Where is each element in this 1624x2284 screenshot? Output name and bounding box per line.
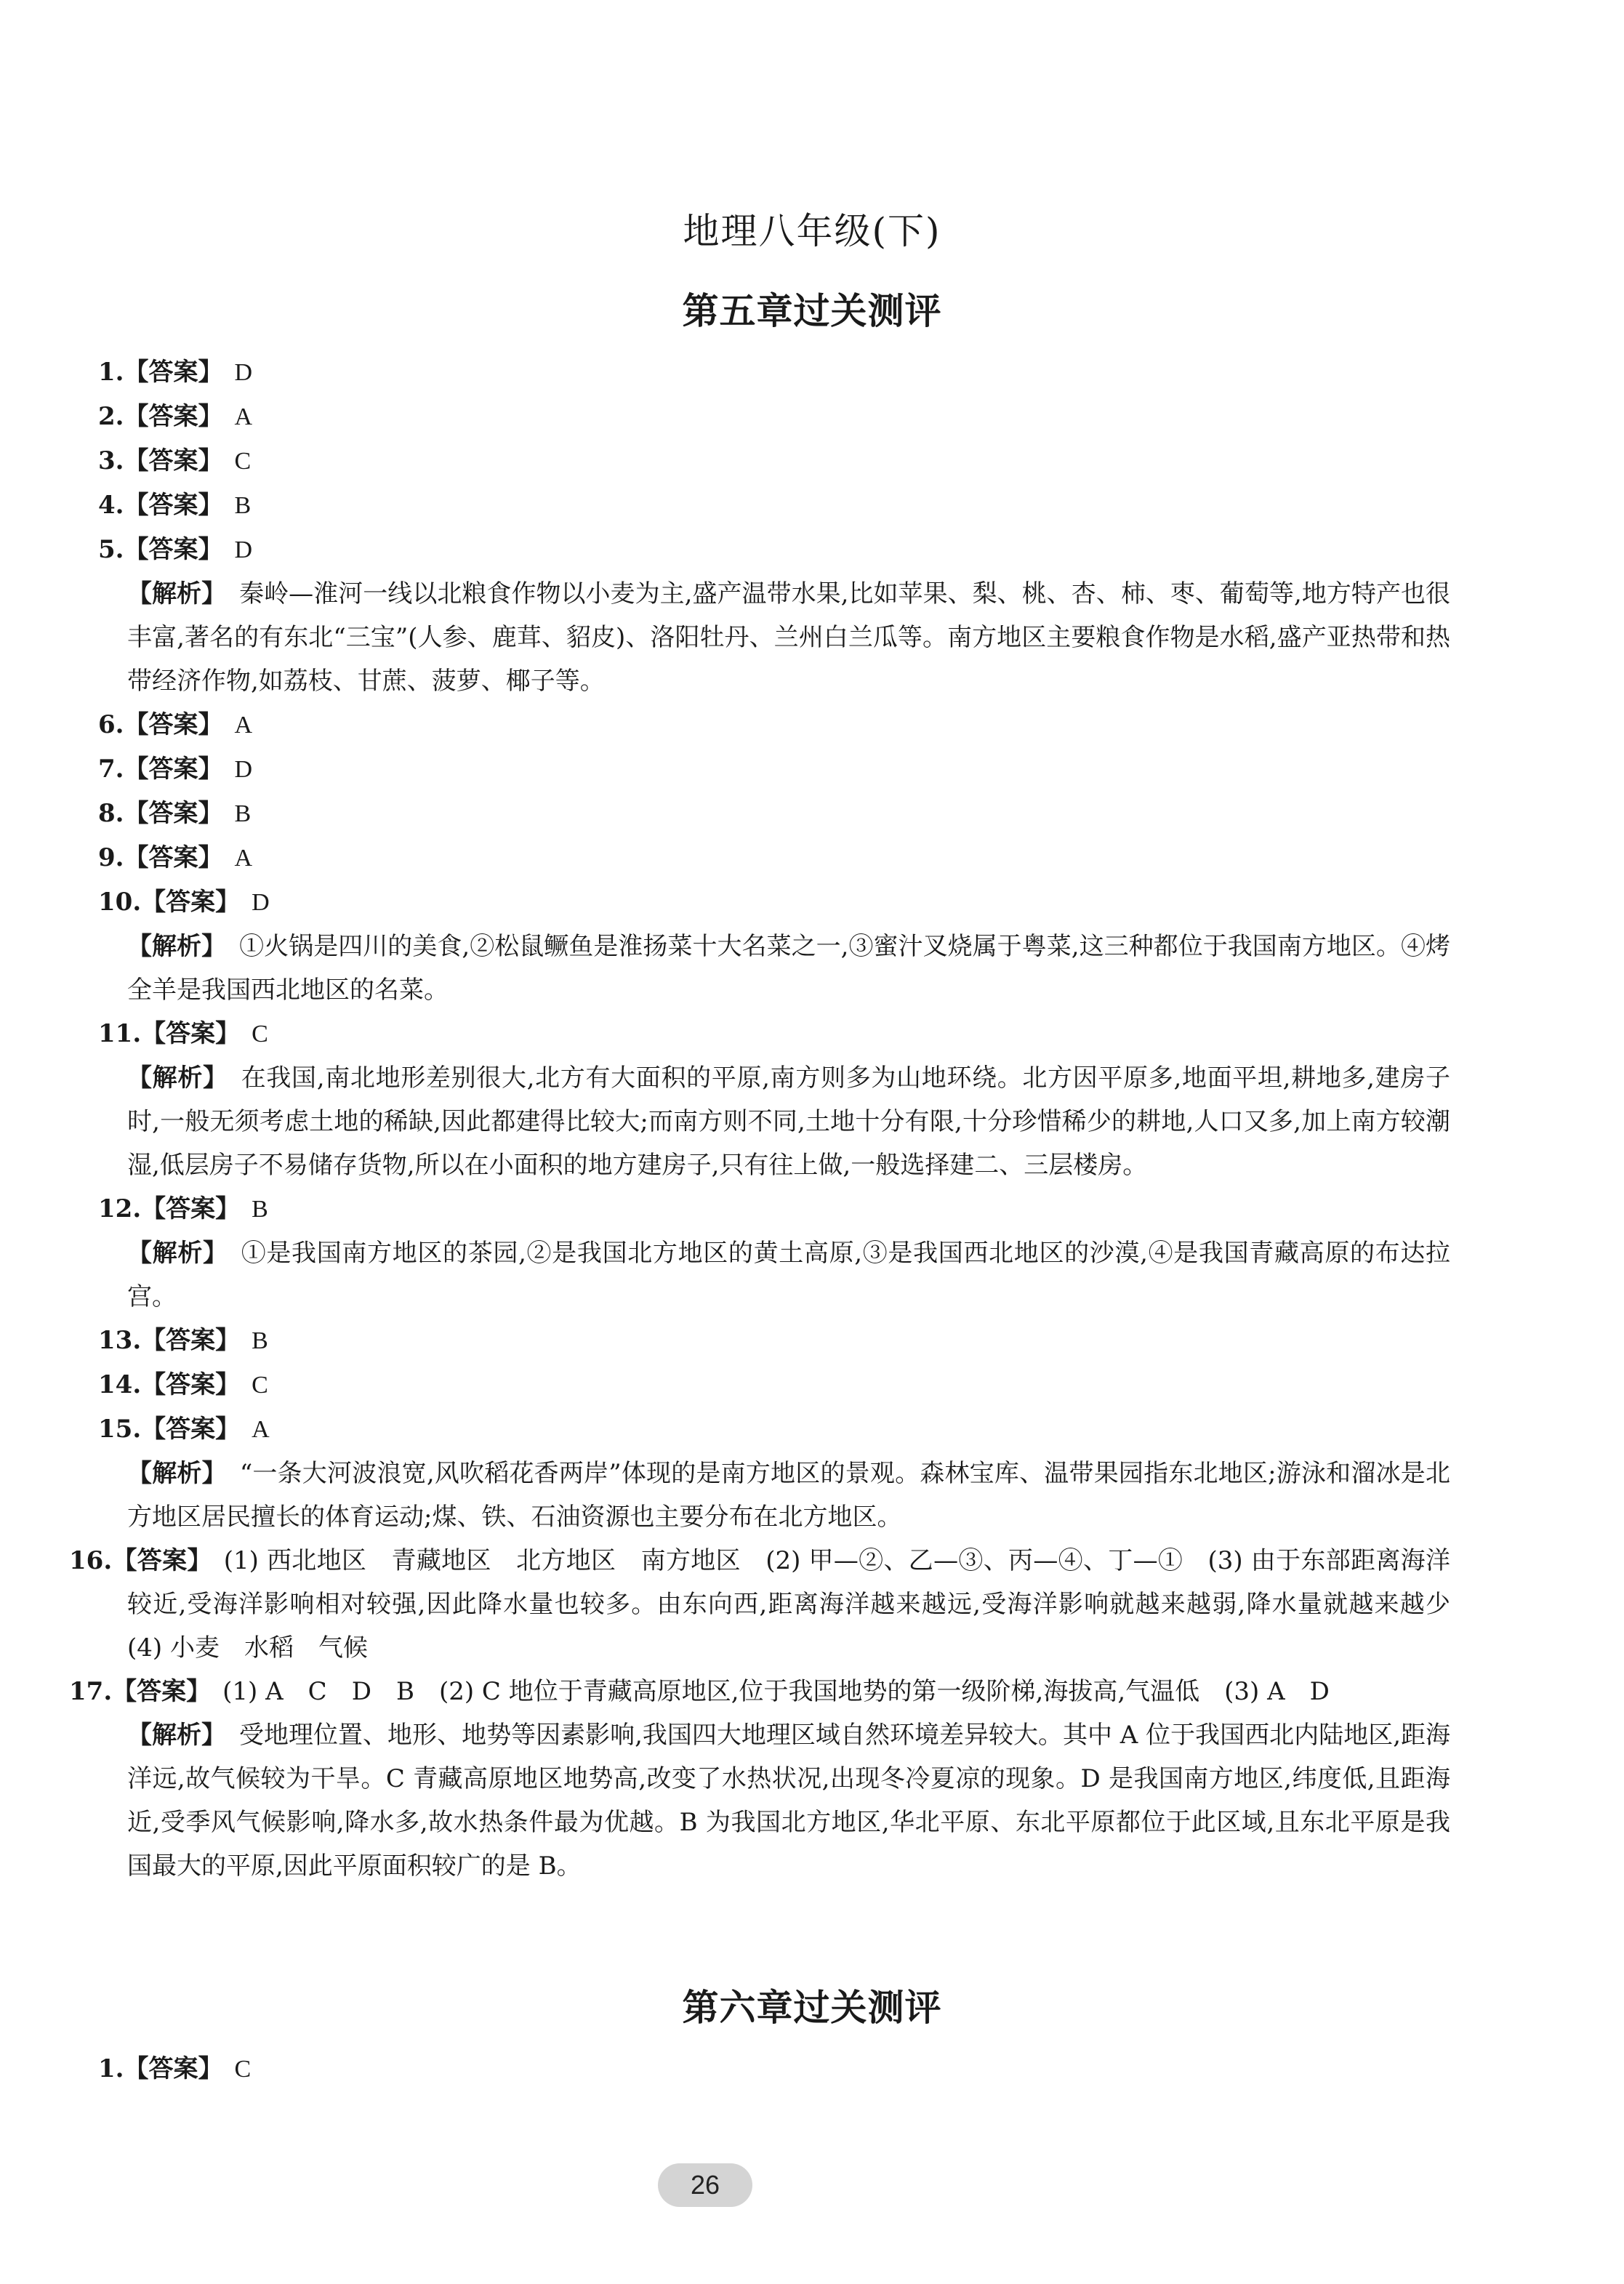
answer-item-9: 9.【答案】 A bbox=[98, 843, 253, 872]
answer-item-11: 11.【答案】 C bbox=[98, 1019, 268, 1048]
explanation-11: 【解析】 在我国,南北地形差别很大,北方有大面积的平原,南方则多为山地环绕。北方因平原多,地面平坦,耕地多,建房子时,一般无须考虑土地的稀缺,因此都建得比较大;而南方则不同,土地十分有限,十分珍惜稀少的耕地,人口又多,加上南方较潮湿,低层房子不易储存货物,所以在小面积的地方建房子,只有往上做,一般选择建二、三层楼房。 bbox=[127, 1063, 1451, 1180]
explanation-15: 【解析】 “一条大河波浪宽,风吹稻花香两岸”体现的是南方地区的景观。森林宝库、温带果园指东北地区;游泳和溜冰是北方地区居民擅长的体育运动;煤、铁、石油资源也主要分布在北方地区。 bbox=[127, 1459, 1450, 1532]
explanation-17: 【解析】 受地理位置、地形、地势等因素影响,我国四大地理区域自然环境差异较大。其中 A 位于我国西北内陆地区,距海洋远,故气候较为干旱。C 青藏高原地区地势高,改变了水热状况,出现冬冷夏凉的现象。D 是我国南方地区,纬度低,且距海近,受季风气候影响,降水多,故水热条件最为优越。B 为我国北方地区,华北平原、东北平原都位于此区域,且东北平原是我国最大的平原,因此平原面积较广的是 B。 bbox=[127, 1721, 1451, 1881]
answer-item-16: 16.【答案】 (1) 西北地区 青藏地区 北方地区 南方地区 (2) 甲—②、乙—③、丙—④、丁—① (3) 由于东部距离海洋较近,受海洋影响相对较强,因此降水量也较多。由东向西,距离海洋越来越远,受海洋影响就越来越弱,降水量就越来越少 (4) 小麦 水稻 气候 bbox=[69, 1546, 1475, 1662]
answer-item-12: 12.【答案】 B bbox=[98, 1194, 268, 1223]
answer-item-13: 13.【答案】 B bbox=[98, 1326, 268, 1355]
answer-item-15: 15.【答案】 A bbox=[98, 1415, 270, 1444]
answer-item-14: 14.【答案】 C bbox=[98, 1370, 268, 1399]
answer-item-ch6-1: 1.【答案】 C bbox=[98, 2054, 252, 2083]
answer-item-7: 7.【答案】 D bbox=[98, 755, 253, 784]
answer-item-8: 8.【答案】 B bbox=[98, 799, 252, 828]
page-title: 地理八年级(下) bbox=[683, 210, 941, 252]
explanation-5: 【解析】 秦岭—淮河一线以北粮食作物以小麦为主,盛产温带水果,比如苹果、梨、桃、杏、柿、枣、葡萄等,地方特产也很丰富,著名的有东北“三宝”(人参、鹿茸、貂皮)、洛阳牡丹、兰州白兰瓜等。南方地区主要粮食作物是水稻,盛产亚热带和热带经济作物,如荔枝、甘蔗、菠萝、椰子等。 bbox=[127, 579, 1451, 696]
explanation-12: 【解析】 ①是我国南方地区的茶园,②是我国北方地区的黄土高原,③是我国西北地区的沙漠,④是我国青藏高原的布达拉宫。 bbox=[127, 1239, 1450, 1311]
answer-item-6: 6.【答案】 A bbox=[98, 710, 253, 739]
answer-item-4: 4.【答案】 B bbox=[98, 491, 252, 520]
page-number-badge: 26 bbox=[658, 2163, 752, 2207]
chapter-5-answers bbox=[69, 350, 1475, 1888]
answer-item-5: 5.【答案】 D bbox=[98, 535, 253, 564]
answer-item-2: 2.【答案】 A bbox=[98, 402, 253, 431]
answer-item-1: 1.【答案】 D bbox=[98, 358, 253, 387]
chapter-6-title: 第六章过关测评 bbox=[682, 1986, 942, 2029]
chapter-5-title: 第五章过关测评 bbox=[682, 289, 942, 332]
explanation-10: 【解析】 ①火锅是四川的美食,②松鼠鳜鱼是淮扬菜十大名菜之一,③蜜汁叉烧属于粤菜,这三种都位于我国南方地区。④烤全羊是我国西北地区的名菜。 bbox=[127, 932, 1451, 1005]
chapter-6-answers bbox=[98, 2047, 1450, 2091]
answer-item-3: 3.【答案】 C bbox=[98, 446, 252, 475]
answer-item-17: 17.【答案】 (1) A C D B (2) C 地位于青藏高原地区,位于我国地势的第一级阶梯,海拔高,气温低 (3) A D bbox=[69, 1677, 1330, 1706]
answer-item-10: 10.【答案】 D bbox=[98, 888, 270, 917]
